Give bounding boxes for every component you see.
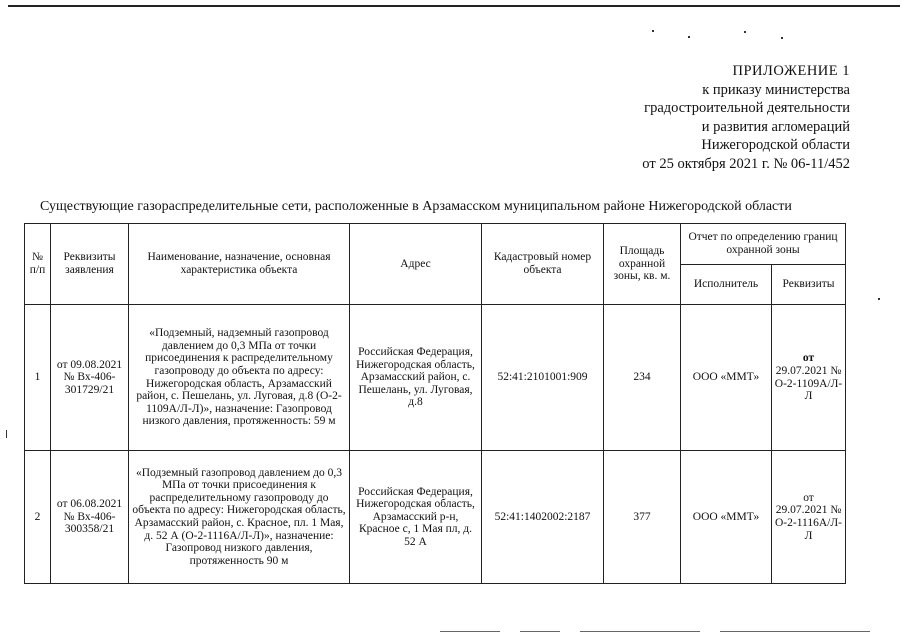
scan-speck (744, 31, 746, 33)
gas-networks-table (24, 223, 846, 584)
scan-artifact-line (440, 631, 500, 632)
scan-speck (878, 298, 880, 300)
scan-speck (6, 430, 7, 438)
header-address: Адрес (350, 224, 482, 305)
scan-speck (652, 30, 654, 32)
cell-requisites: от 06.08.2021 № Вх-406-300358/21 (51, 451, 129, 584)
cell-num: 1 (25, 305, 51, 451)
header-report: Отчет по определению границ охранной зоны (681, 224, 846, 265)
cell-address: Российская Федерация, Нижегородская область, Арзамасский р-н, Красное с, 1 Мая пл, д. 52 А (350, 451, 482, 584)
cell-num: 2 (25, 451, 51, 584)
cell-requisites: от 09.08.2021 № Вх-406-301729/21 (51, 305, 129, 451)
appendix-title: ПРИЛОЖЕНИЕ 1 (732, 63, 850, 79)
cell-address: Российская Федерация, Нижегородская область, Арзамасский район, с. Пешелань, ул. Луговая, д.8 (350, 305, 482, 451)
report-requisites: 29.07.2021 № О-2-1116А/Л-Л (775, 504, 842, 542)
header-requisites: Реквизиты заявления (51, 224, 129, 305)
table-header-row (25, 224, 846, 265)
cell-executor: ООО «ММТ» (681, 305, 772, 451)
appendix-line: и развития агломераций (701, 118, 850, 135)
report-prefix: от (803, 491, 814, 504)
header-name: Наименование, назначение, основная характеристика объекта (129, 224, 350, 305)
top-scan-rule (8, 5, 900, 7)
cell-executor: ООО «ММТ» (681, 451, 772, 584)
cell-name: «Подземный газопровод давлением до 0,3 МПа от точки присоединения к распределительному газопроводу до объекта по адресу: Нижегородская область, Арзамасский район, с. Красное, пл. 1 Мая, д. 52 А (О-2-1116А/Л-Л)», назначение: Газопровод низкого давления, протяженность 90 м (129, 451, 350, 584)
cell-area: 234 (604, 305, 681, 451)
appendix-line: Нижегородской области (701, 137, 850, 153)
report-requisites: 29.07.2021 № О-2-1109А/Л-Л (774, 364, 843, 403)
scan-speck (781, 37, 783, 39)
report-prefix: от (802, 352, 815, 365)
header-num: № п/п (25, 224, 51, 305)
cell-cadastral: 52:41:1402002:2187 (482, 451, 604, 584)
cell-report-requisites (772, 305, 846, 451)
cell-area: 377 (604, 451, 681, 584)
appendix-line: градостроительной деятельности (644, 100, 850, 116)
header-report-requisites: Реквизиты (772, 265, 846, 305)
header-area: Площадь охранной зоны, кв. м. (604, 224, 681, 305)
cell-name: «Подземный, надземный газопровод давлением до 0,3 МПа от точки присоединения к распределительному газопроводу до объекта по адресу: Нижегородская область, Арзамасский район, с. Пешелань, ул. Луговая, д.8 (О-2-1109А/Л-Л)», назначение: Газопровод низкого давления, протяженность: 59 м (129, 305, 350, 451)
table-row (25, 451, 846, 584)
scan-speck (688, 36, 690, 38)
appendix-line: к приказу министерства (702, 81, 850, 98)
appendix-block (642, 62, 850, 173)
cell-report-requisites (772, 451, 846, 584)
scan-artifact-line (520, 631, 560, 632)
scan-artifact-line (720, 631, 870, 632)
header-cadastral: Кадастровый номер объекта (482, 224, 604, 305)
appendix-line: от 25 октября 2021 г. № 06-11/452 (642, 155, 850, 172)
scan-artifact-line (580, 631, 700, 632)
table-row (25, 305, 846, 451)
document-title: Существующие газораспределительные сети, расположенные в Арзамасском муниципальном районе Нижегородской области (40, 199, 792, 214)
cell-cadastral: 52:41:2101001:909 (482, 305, 604, 451)
header-executor: Исполнитель (681, 265, 772, 305)
